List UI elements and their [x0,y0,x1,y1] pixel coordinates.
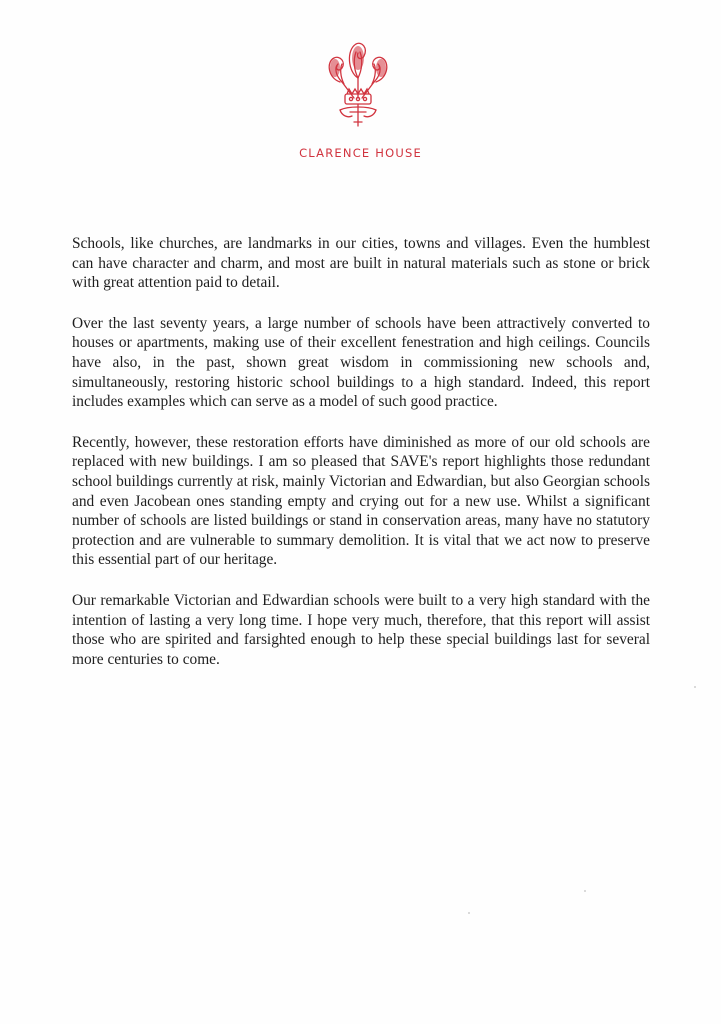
scan-speck [694,686,696,688]
scan-speck [584,890,586,892]
scan-speck [468,912,470,914]
letter-paragraph: Over the last seventy years, a large number of schools have been attractively converted to houses or apartments, making use of their excellent fenestration and high ceilings. Councils have also, in the past, shown great wisdom in commissioning new schools and, simultaneously, restoring historic school buildings to a high standard. Indeed, this report includes examples which can serve as a model of such good practice. [72,314,650,411]
letter-paragraph: Our remarkable Victorian and Edwardian schools were built to a very high standard with the intention of lasting a very long time. I hope very much, therefore, that this report will assist those who are spirited and farsighted enough to help these special buildings last for several more centuries to come. [72,591,650,668]
letter-paragraph: Recently, however, these restoration efforts have diminished as more of our old schools are replaced with new buildings. I am so pleased that SAVE's report highlights those redundant school buildings currently at risk, mainly Victorian and Edwardian, but also Georgian schools and even Jacobean ones standing empty and crying out for a new use. Whilst a significant number of schools are listed buildings or stand in conservation areas, many have no statutory protection and are vulnerable to summary demolition. It is vital that we act now to preserve this essential part of our heritage. [72,433,650,569]
letterhead-title: CLARENCE HOUSE [299,146,422,160]
letter-paragraph: Schools, like churches, are landmarks in our cities, towns and villages. Even the humblest can have character and charm, and most are built in natural materials such as stone or brick with great attention paid to detail. [72,235,650,292]
letter-body [72,234,650,690]
prince-of-wales-feathers-icon [318,38,398,130]
